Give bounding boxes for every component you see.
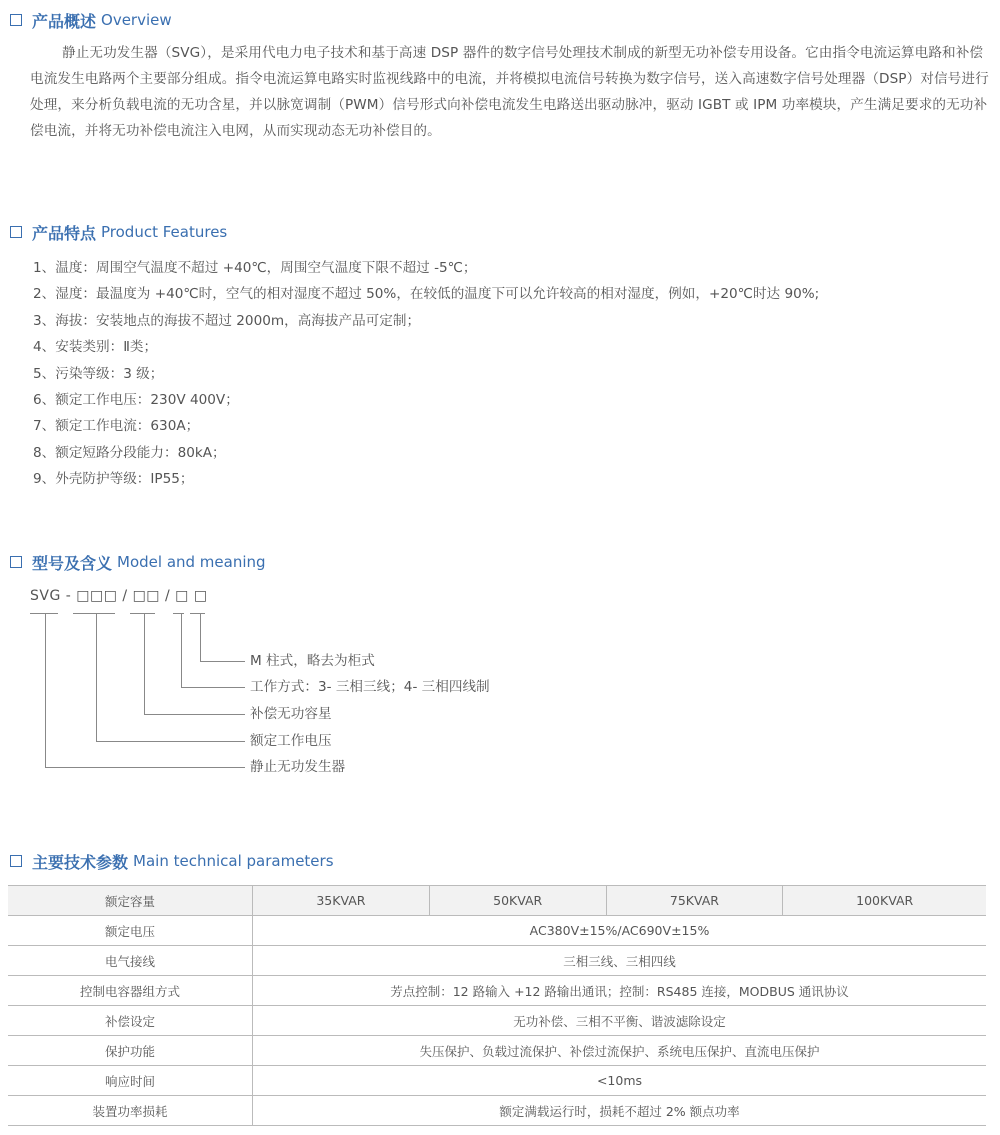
table-cell: <10ms bbox=[253, 1066, 987, 1096]
features-list bbox=[33, 255, 819, 493]
table-cell-key: 响应时间 bbox=[8, 1066, 253, 1096]
table-row bbox=[8, 916, 986, 946]
section-model-heading bbox=[10, 550, 266, 574]
table-cell-key: 电气接线 bbox=[8, 946, 253, 976]
model-label: 静止无功发生器 bbox=[250, 759, 346, 775]
table-cell-key: 保护功能 bbox=[8, 1036, 253, 1066]
table-cell-key: 额定容量 bbox=[8, 886, 253, 916]
table-row bbox=[8, 1006, 986, 1036]
table-cell: 无功补偿、三相不平衡、谐波滤除设定 bbox=[253, 1006, 987, 1036]
model-label: 补偿无功容星 bbox=[250, 706, 332, 722]
table-row bbox=[8, 1036, 986, 1066]
table-row bbox=[8, 976, 986, 1006]
feature-item: 1、温度：周围空气温度不超过 +40℃，周围空气温度下限不超过 -5℃； bbox=[33, 260, 477, 276]
table-cell-key: 控制电容器组方式 bbox=[8, 976, 253, 1006]
table-cell-key: 补偿设定 bbox=[8, 1006, 253, 1036]
heading-cn: 产品概述 bbox=[32, 11, 97, 31]
table-row bbox=[8, 946, 986, 976]
square-icon bbox=[10, 855, 22, 867]
table-cell: 35KVAR bbox=[253, 886, 430, 916]
feature-item: 5、污染等级：3 级； bbox=[33, 365, 164, 382]
table-cell-key: 额定电压 bbox=[8, 916, 253, 946]
table-cell: AC380V±15%/AC690V±15% bbox=[253, 916, 987, 946]
model-code: SVG - □□□ / □□ / □ □ bbox=[30, 588, 208, 604]
square-icon bbox=[10, 14, 22, 26]
table-header-row bbox=[8, 886, 986, 916]
table-cell: 芳点控制：12 路输入 +12 路输出通讯；控制：RS485 连接，MODBUS 通讯协议 bbox=[253, 976, 987, 1006]
model-label: M 柱式，略去为柜式 bbox=[250, 653, 375, 669]
feature-item: 3、海拔：安装地点的海拔不超过 2000m，高海拔产品可定制； bbox=[33, 312, 421, 329]
feature-item: 4、安装类别：Ⅱ类； bbox=[33, 339, 158, 356]
model-label: 工作方式：3- 三相三线；4- 三相四线制 bbox=[250, 679, 490, 695]
table-cell-key: 装置功率损耗 bbox=[8, 1096, 253, 1126]
feature-item: 8、额定短路分段能力：80kA； bbox=[33, 444, 226, 461]
table-cell: 失压保护、负载过流保护、补偿过流保护、系统电压保护、直流电压保护 bbox=[253, 1036, 987, 1066]
model-label: 额定工作电压 bbox=[250, 733, 332, 749]
model-diagram-lines bbox=[0, 600, 260, 780]
table-cell: 75KVAR bbox=[606, 886, 783, 916]
table-cell: 50KVAR bbox=[429, 886, 606, 916]
table-row bbox=[8, 1096, 986, 1126]
heading-cn: 产品特点 bbox=[32, 223, 97, 243]
feature-item: 2、湿度：最温度为 +40℃时，空气的相对湿度不超过 50%，在较低的温度下可以允许较高的相对湿度，例如，+20℃时达 90%; bbox=[33, 286, 820, 303]
heading-en: Model and meaning bbox=[117, 553, 266, 571]
heading-cn: 型号及含义 bbox=[32, 553, 113, 573]
params-table bbox=[8, 885, 986, 1126]
feature-item: 9、外壳防护等级：IP55； bbox=[33, 471, 194, 488]
section-overview-heading bbox=[10, 8, 172, 32]
table-cell: 三相三线、三相四线 bbox=[253, 946, 987, 976]
heading-en: Overview bbox=[101, 11, 172, 29]
table-cell: 额定满载运行时，损耗不超过 2% 额点功率 bbox=[253, 1096, 987, 1126]
table-row bbox=[8, 1066, 986, 1096]
table-cell: 100KVAR bbox=[783, 886, 986, 916]
heading-en: Product Features bbox=[101, 223, 228, 241]
overview-text: 静止无功发生器（SVG），是采用代电力电子技术和基于高速 DSP 器件的数字信号处理技术制成的新型无功补偿专用设备。它由指令电流运算电路和补偿电流发生电路两个主要部分组成。指令电流运算电路实时监视线路中的电流，并将模拟电流信号转换为数字信号，送入高速数字信号处理器（DSP）对信号进行处理，来分析负载电流的无功含星，并以脉宽调制（PWM）信号形式向补偿电流发生电路送出驱动脉冲，驱动 IGBT 或 IPM 功率模块，产生满足要求的无功补偿电流，并将无功补偿电流注入电网，从而实现动态无功补偿目的。 bbox=[30, 45, 989, 139]
section-params-heading bbox=[10, 849, 334, 873]
heading-en: Main technical parameters bbox=[133, 852, 334, 870]
heading-cn: 主要技术参数 bbox=[32, 852, 129, 872]
section-features-heading bbox=[10, 220, 227, 244]
square-icon bbox=[10, 556, 22, 568]
feature-item: 7、额定工作电流：630A； bbox=[33, 418, 200, 435]
feature-item: 6、额定工作电压：230V 400V； bbox=[33, 392, 239, 409]
square-icon bbox=[10, 226, 22, 238]
